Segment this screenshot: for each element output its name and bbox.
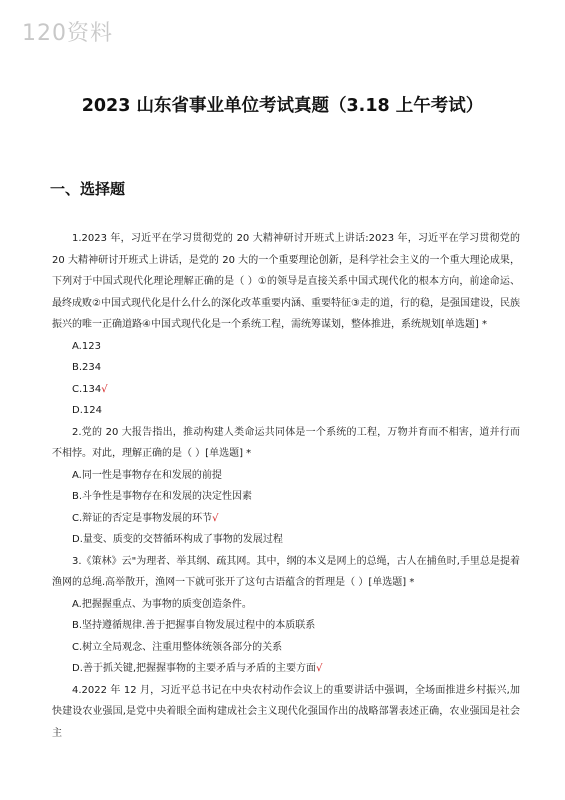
question-2 — [52, 422, 520, 551]
option-d[interactable]: D.124 — [72, 405, 102, 416]
question-stem: 1.2023 年，习近平在学习贯彻党的 20 大精神研讨开班式上讲话:2023 年，习近平在学习贯彻党的 20 大精神研讨开班式上讲话，是党的 20 大的一个重要理论创新，是科学社会主义的一个重大理论成果，下列对于中国式现代化理论理解正确的是（ ）①的领导是直接关系中国式现代化的根本方向，前途命运、最终成败②中国式现代化是什么什么的深化改革重要内涵、重要特征③走的道，行的稳，是强国建设，民族振兴的唯一正确道路④中国式现代化是一个系统工程，需统筹谋划，整体推进，系统规划[单选题] * — [52, 233, 520, 330]
section-heading: 一、选择题 — [50, 180, 126, 198]
option-a[interactable]: A.123 — [72, 340, 101, 352]
question-list — [52, 228, 520, 744]
correct-mark: √ — [316, 663, 323, 674]
question-stem: 3.《策林》云"为理者、举其纲、疏其网。其中，纲的本义是网上的总绳，古人在捕鱼时,手里总是提着渔网的总绳.高举散开，渔网一下就可张开了这句古语蕴含的哲理是（ ）[单选题] * — [52, 555, 520, 588]
page-title: 2023 山东省事业单位考试真题（3.18 上午考试） — [81, 96, 484, 116]
question-1 — [52, 228, 520, 422]
option-c[interactable]: C.辩证的否定是事物发展的环节√ — [72, 512, 219, 524]
correct-mark: √ — [101, 383, 108, 395]
option-c[interactable]: C.树立全局观念、注重用整体统领各部分的关系 — [72, 641, 283, 653]
option-b[interactable]: B.坚持遵循规律.善于把握事自物发展过程中的本质联系 — [72, 620, 316, 631]
question-4-stem: 4.2022 年 12 月，习近平总书记在中央农村动作会议上的重要讲话中强调，全场面推进乡村振兴,加快建设农业强国,是党中央着眼全面构建成社会主义现代化强国作出的战略部署表述正确，农业强国是社会主 — [52, 684, 520, 739]
option-b[interactable]: B.斗争性是事物存在和发展的决定性因素 — [72, 491, 253, 502]
option-c[interactable]: C.134√ — [72, 383, 108, 395]
option-a[interactable]: A.同一性是事物存在和发展的前提 — [72, 469, 222, 481]
question-stem: 2.党的 20 大报告指出，推动构建人类命运共同体是一个系统的工程，万物并育而不相害，道并行而不相悖。对此，理解正确的是（ ）[单选题] * — [52, 426, 520, 459]
correct-mark: √ — [212, 512, 219, 524]
question-3 — [52, 551, 520, 680]
option-a[interactable]: A.把握握重点、为事物的质变创造条件。 — [72, 598, 252, 610]
option-b[interactable]: B.234 — [72, 362, 102, 373]
option-d[interactable]: D.量变、质变的交替循环构成了事物的发展过程 — [72, 534, 283, 545]
watermark: 120资料 — [22, 21, 113, 46]
option-d[interactable]: D.善于抓关键,把握握事物的主要矛盾与矛盾的主要方面√ — [72, 663, 323, 674]
